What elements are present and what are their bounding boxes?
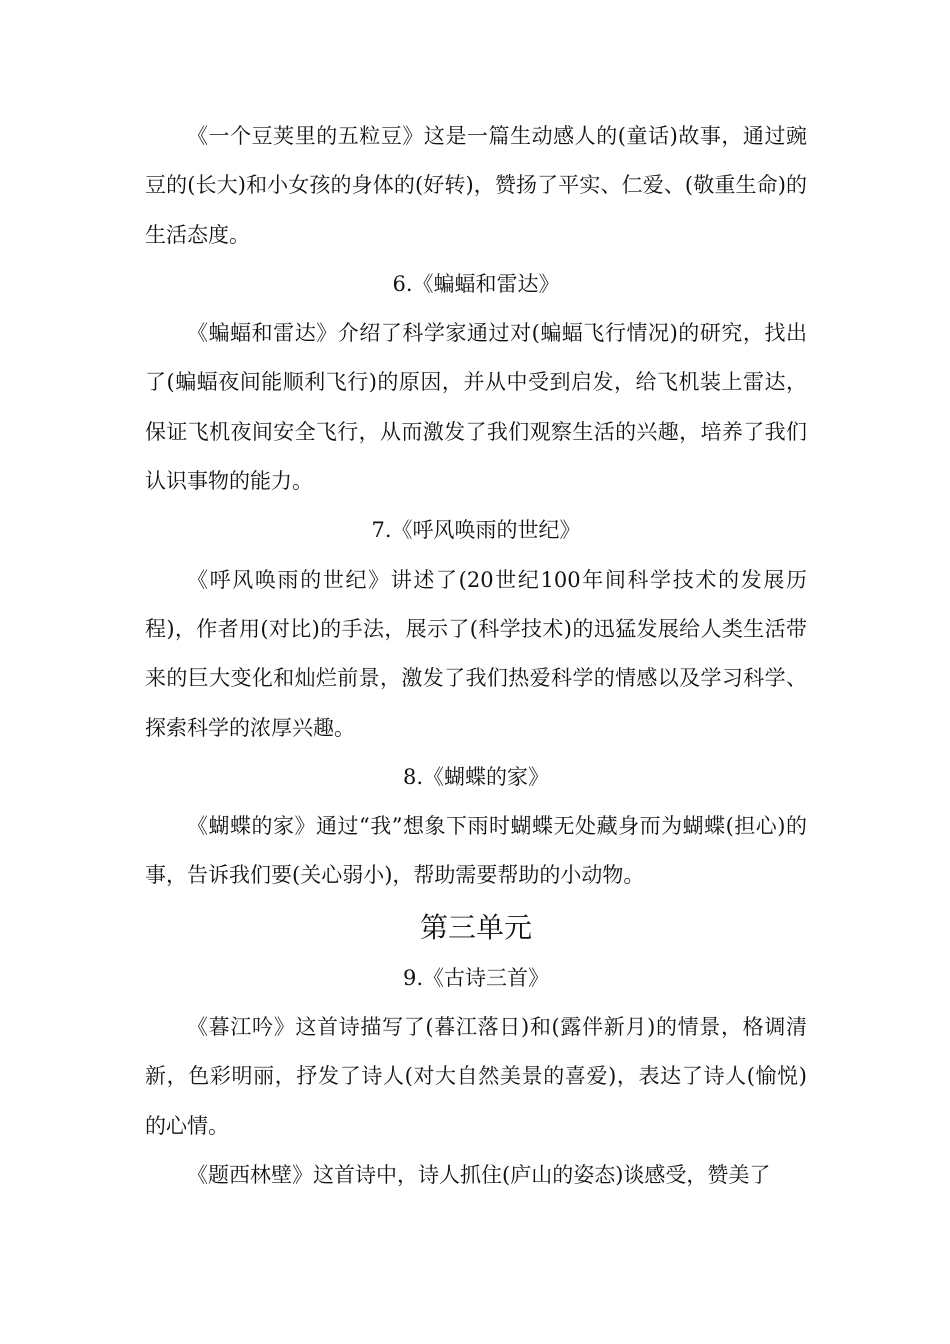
lesson-heading-6: 6.《蝙蝠和雷达》 (392, 271, 560, 296)
unit-title: 第三单元 (419, 910, 532, 944)
lesson-heading-9: 9.《古诗三首》 (402, 965, 550, 990)
paragraph-xilin: 《题西林壁》这首诗中，诗人抓住(庐山的姿态)谈感受，赞美了 (187, 1162, 771, 1187)
paragraph-pea-pod: 《一个豆荚里的五粒豆》这是一篇生动感人的(童话)故事，通过豌豆的(长大)和小女孩的身体的(好转)，赞扬了平实、仁爱、(敬重生命)的生活态度。 (145, 124, 807, 247)
paragraph-butterfly: 《蝴蝶的家》通过“我”想象下雨时蝴蝶无处藏身而为蝴蝶(担心)的事，告诉我们要(关心弱小)，帮助需要帮助的小动物。 (145, 814, 807, 888)
document-body (145, 112, 807, 1200)
lesson-heading-8: 8.《蝴蝶的家》 (402, 764, 550, 789)
paragraph-century: 《呼风唤雨的世纪》讲述了(20世纪100年间科学技术的发展历程)，作者用(对比)的手法，展示了(科学技术)的迅猛发展给人类生活带来的巨大变化和灿烂前景，激发了我们热爱科学的情感以及学习科学、探索科学的浓厚兴趣。 (145, 567, 807, 740)
paragraph-mujiang: 《暮江吟》这首诗描写了(暮江落日)和(露伴新月)的情景，格调清新，色彩明丽，抒发了诗人(对大自然美景的喜爱)，表达了诗人(愉悦)的心情。 (145, 1015, 807, 1138)
paragraph-bat-radar: 《蝙蝠和雷达》介绍了科学家通过对(蝙蝠飞行情况)的研究，找出了(蝙蝠夜间能顺利飞行)的原因，并从中受到启发，给飞机装上雷达，保证飞机夜间安全飞行，从而激发了我们观察生活的兴趣，培养了我们认识事物的能力。 (145, 321, 807, 494)
lesson-heading-7: 7.《呼风唤雨的世纪》 (371, 518, 581, 543)
